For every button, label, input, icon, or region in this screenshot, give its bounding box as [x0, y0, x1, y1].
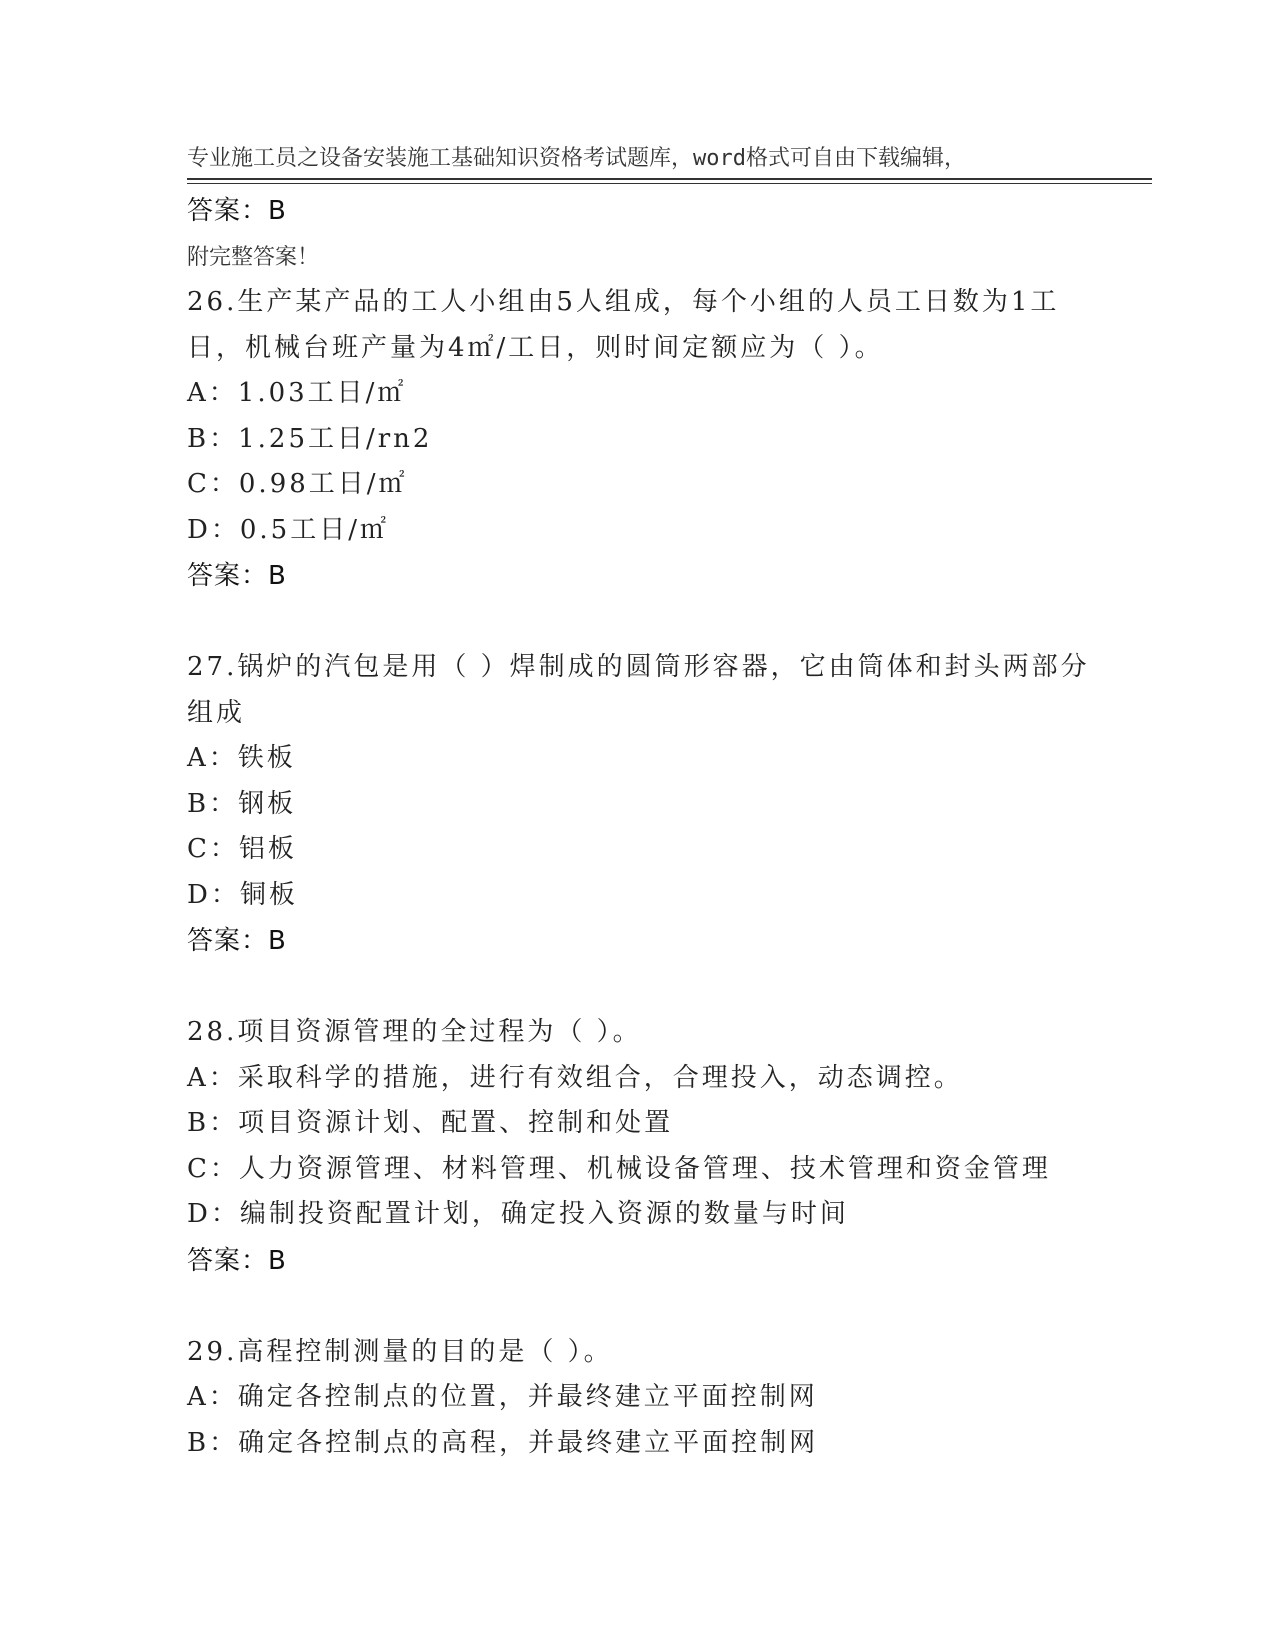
question-text: 26.生产某产品的工人小组由5人组成，每个小组的人员工日数为1工日，机械台班产量为4㎡/工日，则时间定额应为（ ）。 [187, 287, 1060, 363]
option-d: D：编制投资配置计划，确定投入资源的数量与时间 [187, 1199, 849, 1229]
option-a: A：1.03工日/㎡ [187, 378, 407, 408]
question-text: 28.项目资源管理的全过程为（ ）。 [187, 1017, 642, 1047]
answer-line: 答案：B [187, 926, 287, 956]
answer-line: 答案：B [187, 1245, 287, 1276]
question-text: 29.高程控制测量的目的是（ ）。 [187, 1336, 613, 1367]
option-a: A：采取科学的措施，进行有效组合，合理投入，动态调控。 [187, 1062, 963, 1093]
header-rule-thin [187, 183, 1152, 184]
question-27 [187, 645, 1117, 964]
option-d: D：0.5工日/㎡ [187, 514, 389, 545]
answer-line: 答案：B [187, 196, 287, 226]
option-a: A：铁板 [187, 743, 296, 773]
option-b: B：1.25工日/rn2 [187, 423, 433, 454]
header-rule-thick [187, 178, 1152, 180]
spacer [187, 964, 1117, 1010]
header-line-2: 附完整答案！ [187, 245, 320, 270]
option-b: B：项目资源计划、配置、控制和处置 [187, 1108, 674, 1138]
question-28 [187, 1010, 1117, 1284]
option-b: B：钢板 [187, 788, 297, 819]
question-29 [187, 1330, 1117, 1467]
option-c: C：0.98工日/㎡ [187, 469, 408, 499]
option-d: D：铜板 [187, 879, 298, 910]
question-list [187, 188, 1117, 1466]
option-a: A：确定各控制点的位置，并最终建立平面控制网 [187, 1382, 818, 1412]
option-c: C：人力资源管理、材料管理、机械设备管理、技术管理和资金管理 [187, 1153, 1051, 1184]
spacer [187, 599, 1117, 645]
spacer [187, 234, 1117, 280]
option-b: B：确定各控制点的高程，并最终建立平面控制网 [187, 1427, 819, 1458]
question-26 [187, 280, 1117, 599]
header-line-1: 专业施工员之设备安装施工基础知识资格考试题库，word格式可自由下载编辑， [187, 146, 966, 171]
question-text: 27.锅炉的汽包是用（ ）焊制成的圆筒形容器，它由筒体和封头两部分组成 [187, 652, 1090, 728]
spacer [187, 1284, 1117, 1330]
answer-line: 答案：B [187, 561, 287, 591]
option-c: C：铝板 [187, 834, 297, 864]
